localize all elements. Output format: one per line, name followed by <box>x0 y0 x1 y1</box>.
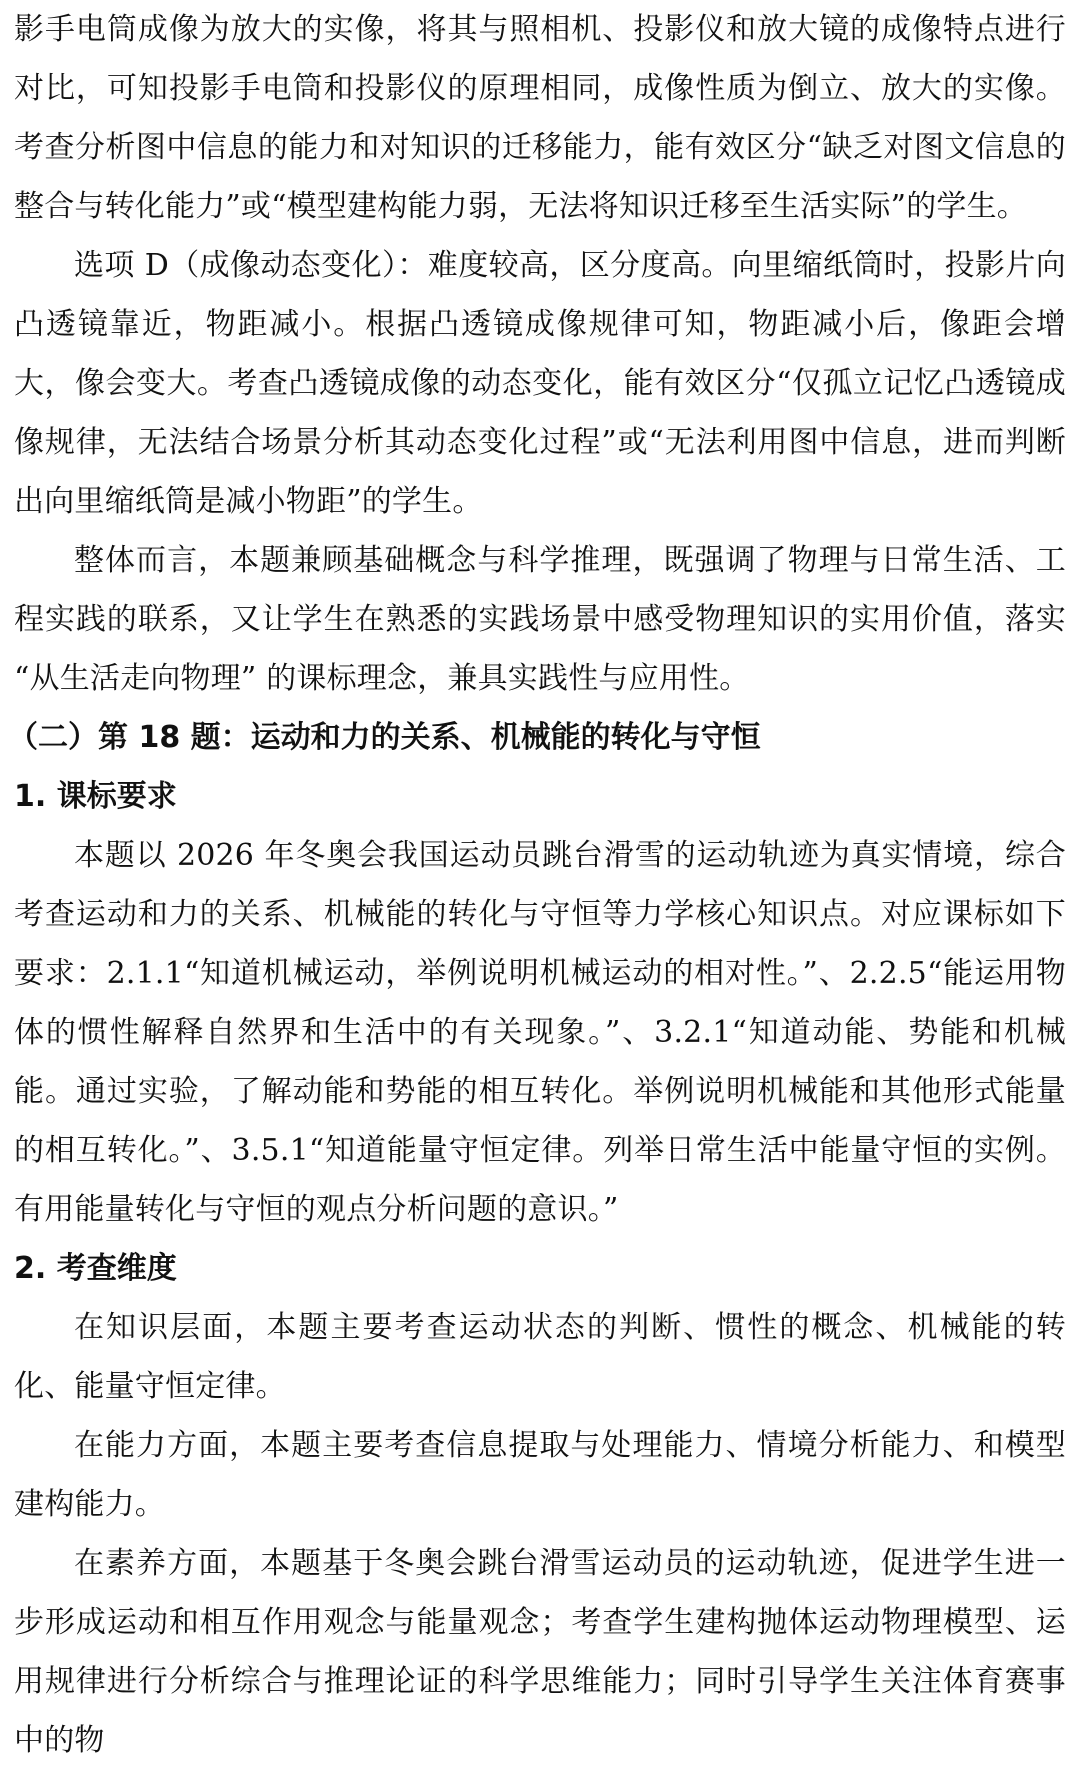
paragraph-projection-flashlight: 影手电筒成像为放大的实像，将其与照相机、投影仪和放大镜的成像特点进行对比，可知投影手电筒和投影仪的原理相同，成像性质为倒立、放大的实像。考查分析图中信息的能力和对知识的迁移能力，能有效区分“缺乏对图文信息的整合与转化能力”或“模型建构能力弱，无法将知识迁移至生活实际”的学生。 <box>14 12 1066 224</box>
paragraph-option-d: 选项 D（成像动态变化）：难度较高，区分度高。向里缩纸筒时，投影片向凸透镜靠近，物距减小。根据凸透镜成像规律可知，物距减小后，像距会增大，像会变大。考查凸透镜成像的动态变化，能有效区分“仅孤立记忆凸透镜成像规律，无法结合场景分析其动态变化过程”或“无法利用图中信息，进而判断出向里缩纸筒是减小物距”的学生。 <box>14 248 1066 519</box>
paragraph-curriculum-requirements: 本题以 2026 年冬奥会我国运动员跳台滑雪的运动轨迹为真实情境，综合考查运动和力的关系、机械能的转化与守恒等力学核心知识点。对应课标如下要求：2.1.1“知道机械运动，举例说明机械运动的相对性。”、2.2.5“能运用物体的惯性解释自然界和生活中的有关现象。”、3.2.1“知道动能、势能和机械能。通过实验，了解动能和势能的相互转化。举例说明机械能和其他形式能量的相互转化。”、3.5.1“知道能量守恒定律。列举日常生活中能量守恒的实例。有用能量转化与守恒的观点分析问题的意识。” <box>14 838 1066 1227</box>
paragraph-knowledge-level: 在知识层面，本题主要考查运动状态的判断、惯性的概念、机械能的转化、能量守恒定律。 <box>14 1310 1066 1404</box>
subheading-assessment-dimensions: 2. 考查维度 <box>14 1251 177 1286</box>
document-page <box>8 0 1066 1770</box>
paragraph-literacy-level: 在素养方面，本题基于冬奥会跳台滑雪运动员的运动轨迹，促进学生进一步形成运动和相互作用观念与能量观念；考查学生建构抛体运动物理模型、运用规律进行分析综合与推理论证的科学思维能力；同时引导学生关注体育赛事中的物 <box>14 1546 1066 1758</box>
paragraph-overall-summary: 整体而言，本题兼顾基础概念与科学推理，既强调了物理与日常生活、工程实践的联系，又让学生在熟悉的实践场景中感受物理知识的实用价值，落实 “从生活走向物理” 的课标理念，兼具实践性与应用性。 <box>14 543 1066 696</box>
section-heading-question-18: （二）第 18 题：运动和力的关系、机械能的转化与守恒 <box>8 720 761 755</box>
subheading-curriculum-requirements: 1. 课标要求 <box>14 779 177 814</box>
paragraph-ability-level: 在能力方面，本题主要考查信息提取与处理能力、情境分析能力、和模型建构能力。 <box>14 1428 1066 1522</box>
